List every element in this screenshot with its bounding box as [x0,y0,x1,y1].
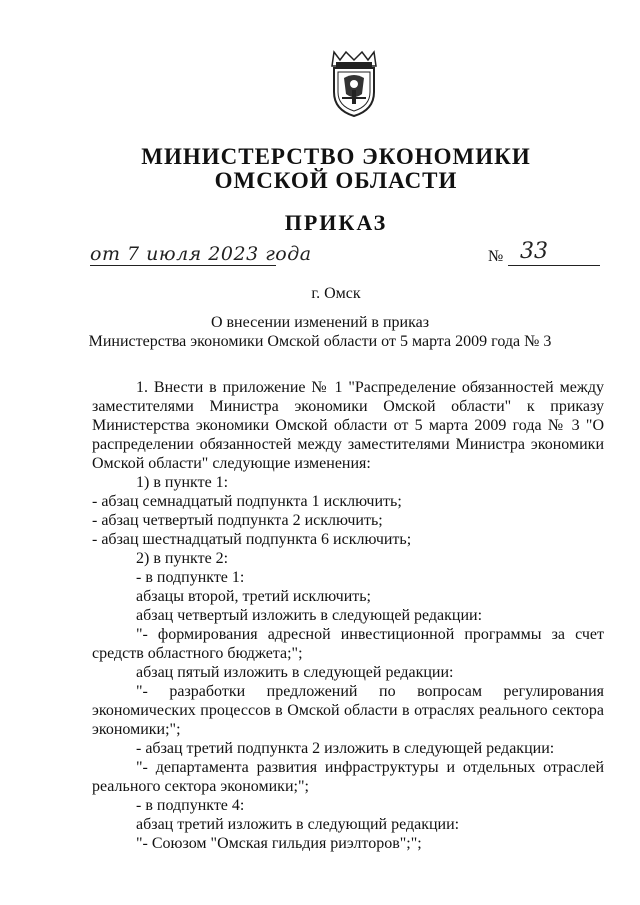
ministry-name-line2: ОМСКОЙ ОБЛАСТИ [214,168,458,193]
city-label: г. Омск [311,285,361,302]
handwritten-number: 33 [520,239,548,264]
quoted-text: "- разработки предложений по вопросам регулирования экономических процессов в Омской области в отраслях реального сектора экономики;"; [92,683,604,738]
list-item: - абзац третий подпункта 2 изложить в следующей редакции: [136,740,555,757]
list-item: - в подпункте 1: [136,569,245,586]
coat-of-arms-icon [326,48,382,118]
list-item: - в подпункте 4: [136,797,245,814]
date-underline [90,265,276,266]
order-subject [0,313,640,351]
subject-line1: О внесении изменений в приказ [210,314,430,331]
number-underline [508,265,600,266]
list-item: - абзац семнадцатый подпункта 1 исключить; [92,493,402,510]
list-item: абзац третий изложить в следующий редакции: [136,816,460,833]
quoted-text: "- департамента развития инфраструктуры и отдельных отраслей реального сектора экономики;"; [92,759,604,795]
list-item: 2) в пункте 2: [136,550,229,567]
list-item: абзацы второй, третий исключить; [136,588,371,605]
quoted-text: "- формирования адресной инвестиционной программы за счет средств областного бюджета;"; [92,626,604,662]
list-item: 1) в пункте 1: [136,474,229,491]
ministry-name-line1: МИНИСТЕРСТВО ЭКОНОМИКИ [141,144,531,169]
number-label: № [488,248,504,265]
paragraph-1: 1. Внести в приложение № 1 "Распределение обязанностей между заместителями Министра экономики Омской области" к приказу Министерства экономики Омской области от 5 марта 2009 года № 3 "О распределении обязанностей между заместителями Министра экономики Омской области" следующие изменения: [92,379,604,472]
list-item: - абзац четвертый подпункта 2 исключить; [92,512,383,529]
subject-line2: Министерства экономики Омской области от 5 марта 2009 года № 3 [88,333,552,350]
list-item: абзац четвертый изложить в следующей редакции: [136,607,483,624]
list-item: "- Союзом "Омская гильдия риэлторов";"; [136,835,422,852]
handwritten-date: от 7 июля 2023 года [90,243,312,265]
order-body [92,378,604,853]
document-type-title: ПРИКАЗ [284,210,388,235]
list-item: абзац пятый изложить в следующей редакции: [136,664,454,681]
list-item: - абзац шестнадцатый подпункта 6 исключить; [92,531,412,548]
